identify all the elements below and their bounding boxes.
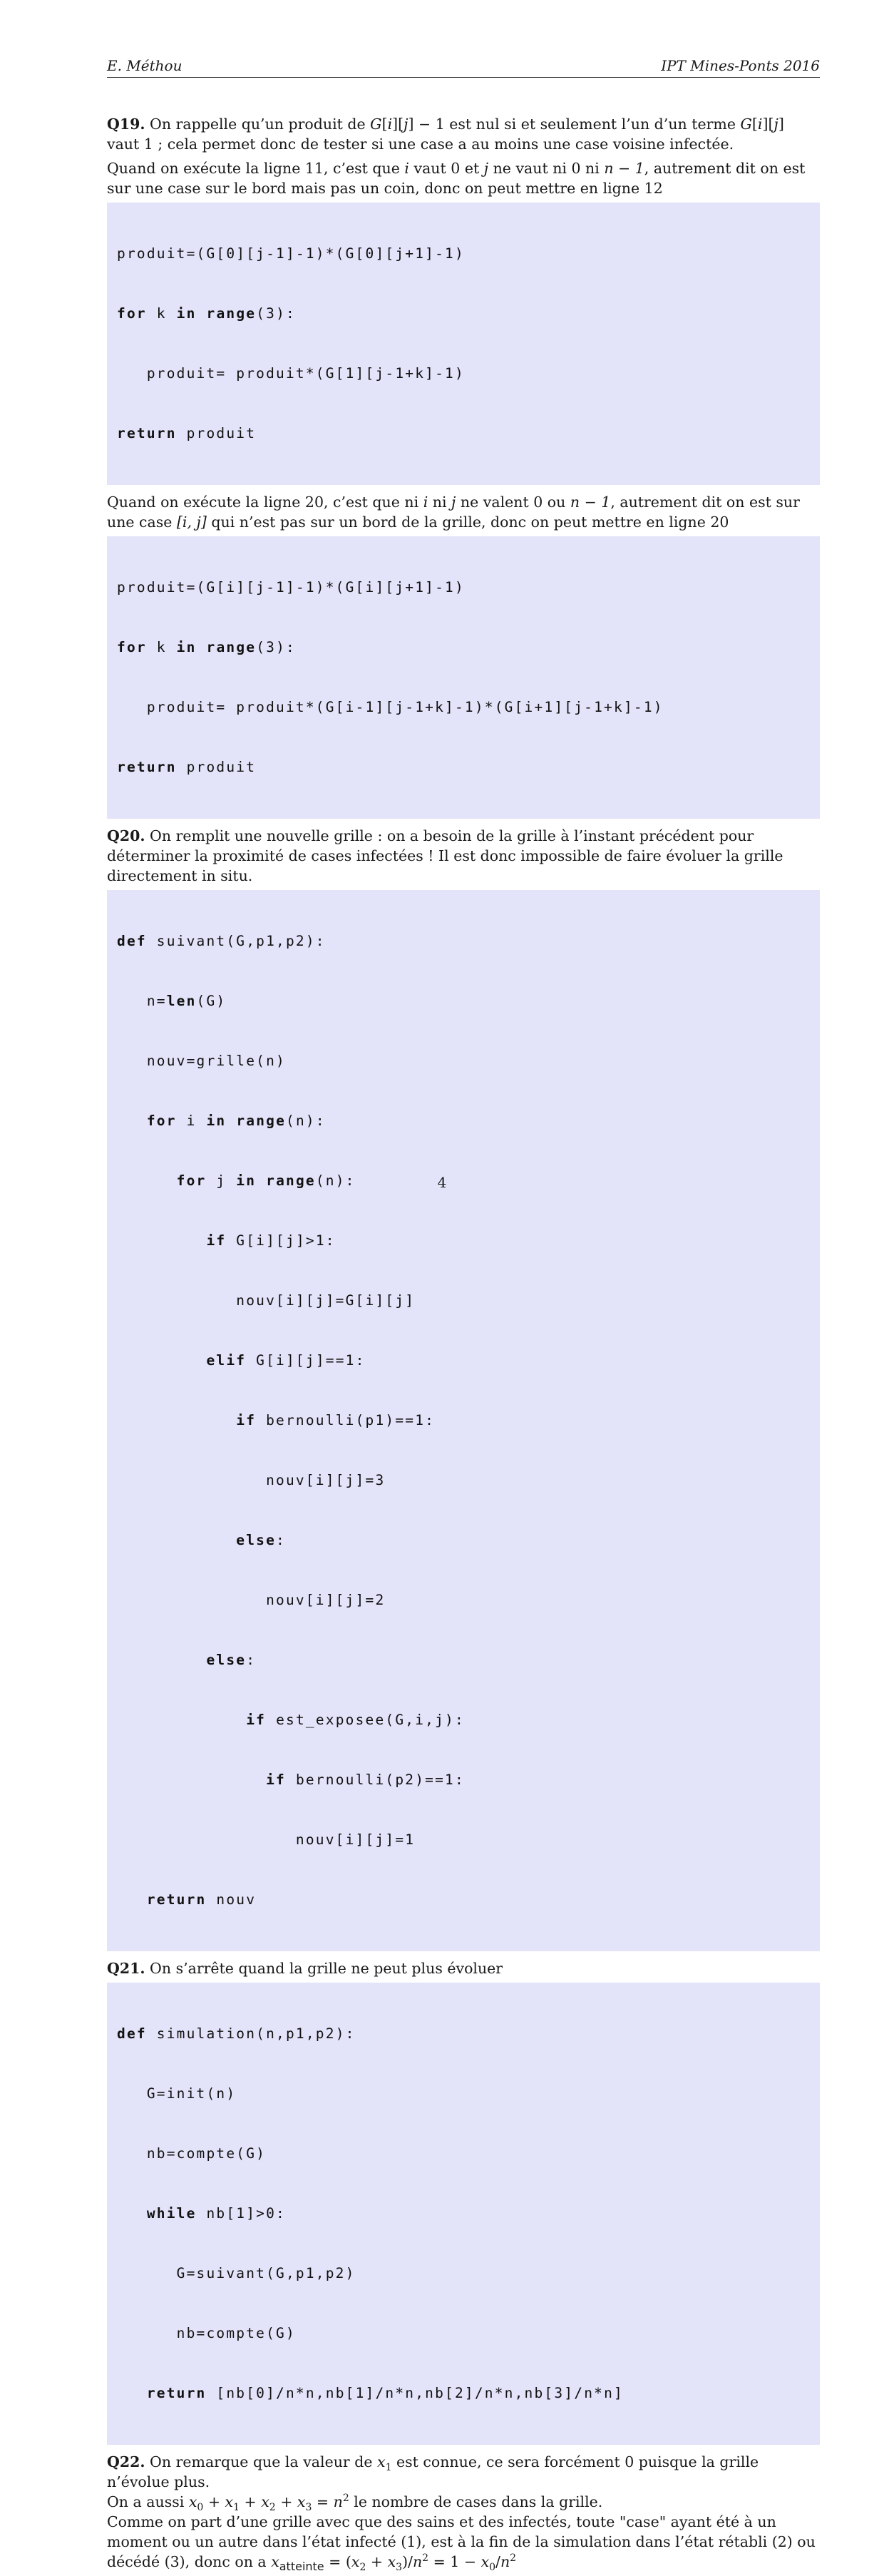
text-run: ne vaut ni 0 ni — [488, 160, 605, 177]
q19-paragraph: Q19. On rappelle qu’un produit de G[i][j] − 1 est nul si et seulement l’un d’un terme G[i][j] vaut 1 ; cela permet donc de tester si une case a au moins une case voisine infectée. — [107, 116, 784, 153]
code-line: nouv[i][j]=2 — [117, 1592, 386, 1608]
math-var: j — [451, 494, 456, 511]
code-line: nouv[i][j]=G[i][j] — [117, 1292, 416, 1309]
math-expr: n − 1 — [604, 160, 644, 177]
code-line: return nouv — [146, 1891, 257, 1908]
code-line: nb=compte(G) — [117, 2325, 296, 2341]
q19-text-1: On rappelle qu’un produit de — [145, 116, 371, 133]
code-line: while nb[1]>0: — [146, 2205, 286, 2222]
math-subscript: atteinte — [279, 2560, 324, 2574]
code-line: produit=(G[i][j-1]-1)*(G[i][j+1]-1) — [117, 579, 465, 596]
q21-label: Q21. — [107, 1960, 145, 1977]
code-line: if bernoulli(p1)==1: — [236, 1412, 436, 1428]
code-line: for k in range(3): — [117, 639, 296, 655]
math-var: i — [404, 160, 409, 177]
code-line: produit=(G[0][j-1]-1)*(G[0][j+1]-1) — [117, 245, 465, 262]
code-line: return produit — [117, 759, 257, 775]
code-line: n=len(G) — [117, 993, 227, 1009]
q22-text-4: le nombre de cases dans la grille. — [349, 2493, 603, 2510]
q20-text: On remplit une nouvelle grille : on a besoin de la grille à l’instant précédent pour déterminer la proximité de cases infectées ! Il est donc impossible de faire évoluer la grille directement in situ. — [107, 827, 783, 884]
page-header — [107, 56, 820, 78]
q22-text-3: On a aussi — [107, 2493, 189, 2510]
code-line: for k in range(3): — [117, 305, 296, 322]
text-run: ne valent 0 ou — [456, 494, 570, 511]
code-line: if est_exposee(G,i,j): — [246, 1712, 465, 1728]
code-line: return [nb[0]/n*n,nb[1]/n*n,nb[2]/n*n,nb[3]/n*n] — [146, 2385, 624, 2401]
q22-text-2: est connue, ce sera forcément 0 puisque la grille n’évolue plus. — [107, 2453, 759, 2490]
q20-paragraph — [107, 826, 820, 886]
text-run: ni — [428, 494, 452, 511]
text-run: Quand on exécute la ligne 11, c’est que — [107, 160, 405, 177]
q20-label: Q20. — [107, 827, 145, 844]
q19-label: Q19. — [107, 116, 145, 133]
page-content — [107, 114, 820, 2576]
q22-text-1: On remarque que la valeur de — [145, 2453, 377, 2470]
math-expr: [i, j] — [176, 513, 207, 531]
code-block-q19-a — [107, 203, 820, 485]
q21-paragraph — [107, 1958, 820, 1978]
code-line: nouv[i][j]=3 — [117, 1472, 386, 1488]
code-line: else: — [206, 1652, 257, 1668]
math-sum-formula: $x_0 + x_1 + x_2 + x_3 = n^2$ — [188, 2493, 349, 2514]
code-line: G=init(n) — [117, 2085, 237, 2102]
text-run: qui n’est pas sur un bord de la grille, donc on peut mettre en ligne 20 — [206, 513, 729, 531]
code-block-q21 — [107, 1983, 820, 2445]
math-term: x — [377, 2453, 386, 2470]
q19-text-2: est nul si et seulement l’un d’un terme — [444, 116, 741, 133]
math-term: G — [740, 116, 752, 133]
q19-paragraph-3 — [107, 492, 820, 532]
code-line: elif G[i][j]==1: — [206, 1352, 366, 1369]
text-run: Quand on exécute la ligne 20, c’est que ni — [107, 494, 423, 511]
q22-paragraph: Q22. On remarque que la valeur de $x_1$ est connue, ce sera forcément 0 puisque la grille n’évolue plus. On a aussi $x_0 + x_1 + x_2 + x_3 = n^2$ le nombre de cases dans la grille. Comme on part d’une grille avec que des sains et des infectés, toute "case" ayant été à un moment ou un autre dans l’état infecté (1), est à la fin de la simulation dans l’état rétabli (2) ou décédé (3), donc on a $x_{atteinte} = (x_2 + x_3)/n^2 = 1 - x_0/n^2$ — [107, 2453, 816, 2574]
code-line: else: — [236, 1532, 286, 1548]
code-line: def simulation(n,p1,p2): — [117, 2025, 356, 2042]
code-line: for i in range(n): — [146, 1113, 326, 1129]
q19-paragraph-2 — [107, 158, 820, 198]
q19-text-3: vaut 1 ; cela permet donc de tester si une case a au moins une case voisine infectée. — [107, 136, 734, 153]
code-block-q20 — [107, 890, 820, 1951]
code-block-q19-b — [107, 536, 820, 819]
code-line: for j in range(n): — [176, 1172, 356, 1189]
page-number: 4 — [437, 1174, 447, 1191]
code-line: def suivant(G,p1,p2): — [117, 933, 326, 949]
code-line: nouv[i][j]=1 — [117, 1831, 416, 1848]
math-term: G — [370, 116, 382, 133]
text-run: , autrement dit on est sur une case sur le bord mais pas un coin, donc on peut mettre en ligne 12 — [107, 160, 806, 197]
math-var: j — [483, 160, 489, 177]
code-line: nb=compte(G) — [117, 2145, 267, 2162]
text-run: vaut 0 et — [408, 160, 484, 177]
header-course: IPT Mines-Ponts 2016 — [661, 57, 820, 74]
header-author: E. Méthou — [107, 57, 183, 74]
code-line: produit= produit*(G[1][j-1+k]-1) — [117, 365, 465, 382]
q22-text-5: Comme on part d’une grille avec que des sains et des infectés, toute "case" ayant été à un moment ou un autre dans l’état infecté (1), est à la fin de la simulation dans l’état rétabli (2) ou décédé (3), donc on a — [107, 2513, 816, 2570]
math-expr: n − 1 — [570, 494, 611, 511]
code-line: return produit — [117, 425, 257, 441]
math-attack-formula: $x_{atteinte} = (x_2 + x_3)/n^2 = 1 - x_0/n^2$ — [271, 2552, 517, 2574]
code-line: produit= produit*(G[i-1][j-1+k]-1)*(G[i+1][j-1+k]-1) — [117, 699, 664, 715]
code-line: nouv=grille(n) — [117, 1053, 286, 1069]
code-line: if G[i][j]>1: — [206, 1232, 336, 1249]
text-run: , autrement dit on est sur une case — [107, 494, 800, 531]
math-var: i — [423, 494, 428, 511]
q21-text: On s’arrête quand la grille ne peut plus évoluer — [145, 1960, 503, 1977]
code-line: G=suivant(G,p1,p2) — [117, 2265, 356, 2281]
q22-label: Q22. — [107, 2453, 145, 2470]
code-line: if bernoulli(p2)==1: — [266, 1772, 465, 1788]
